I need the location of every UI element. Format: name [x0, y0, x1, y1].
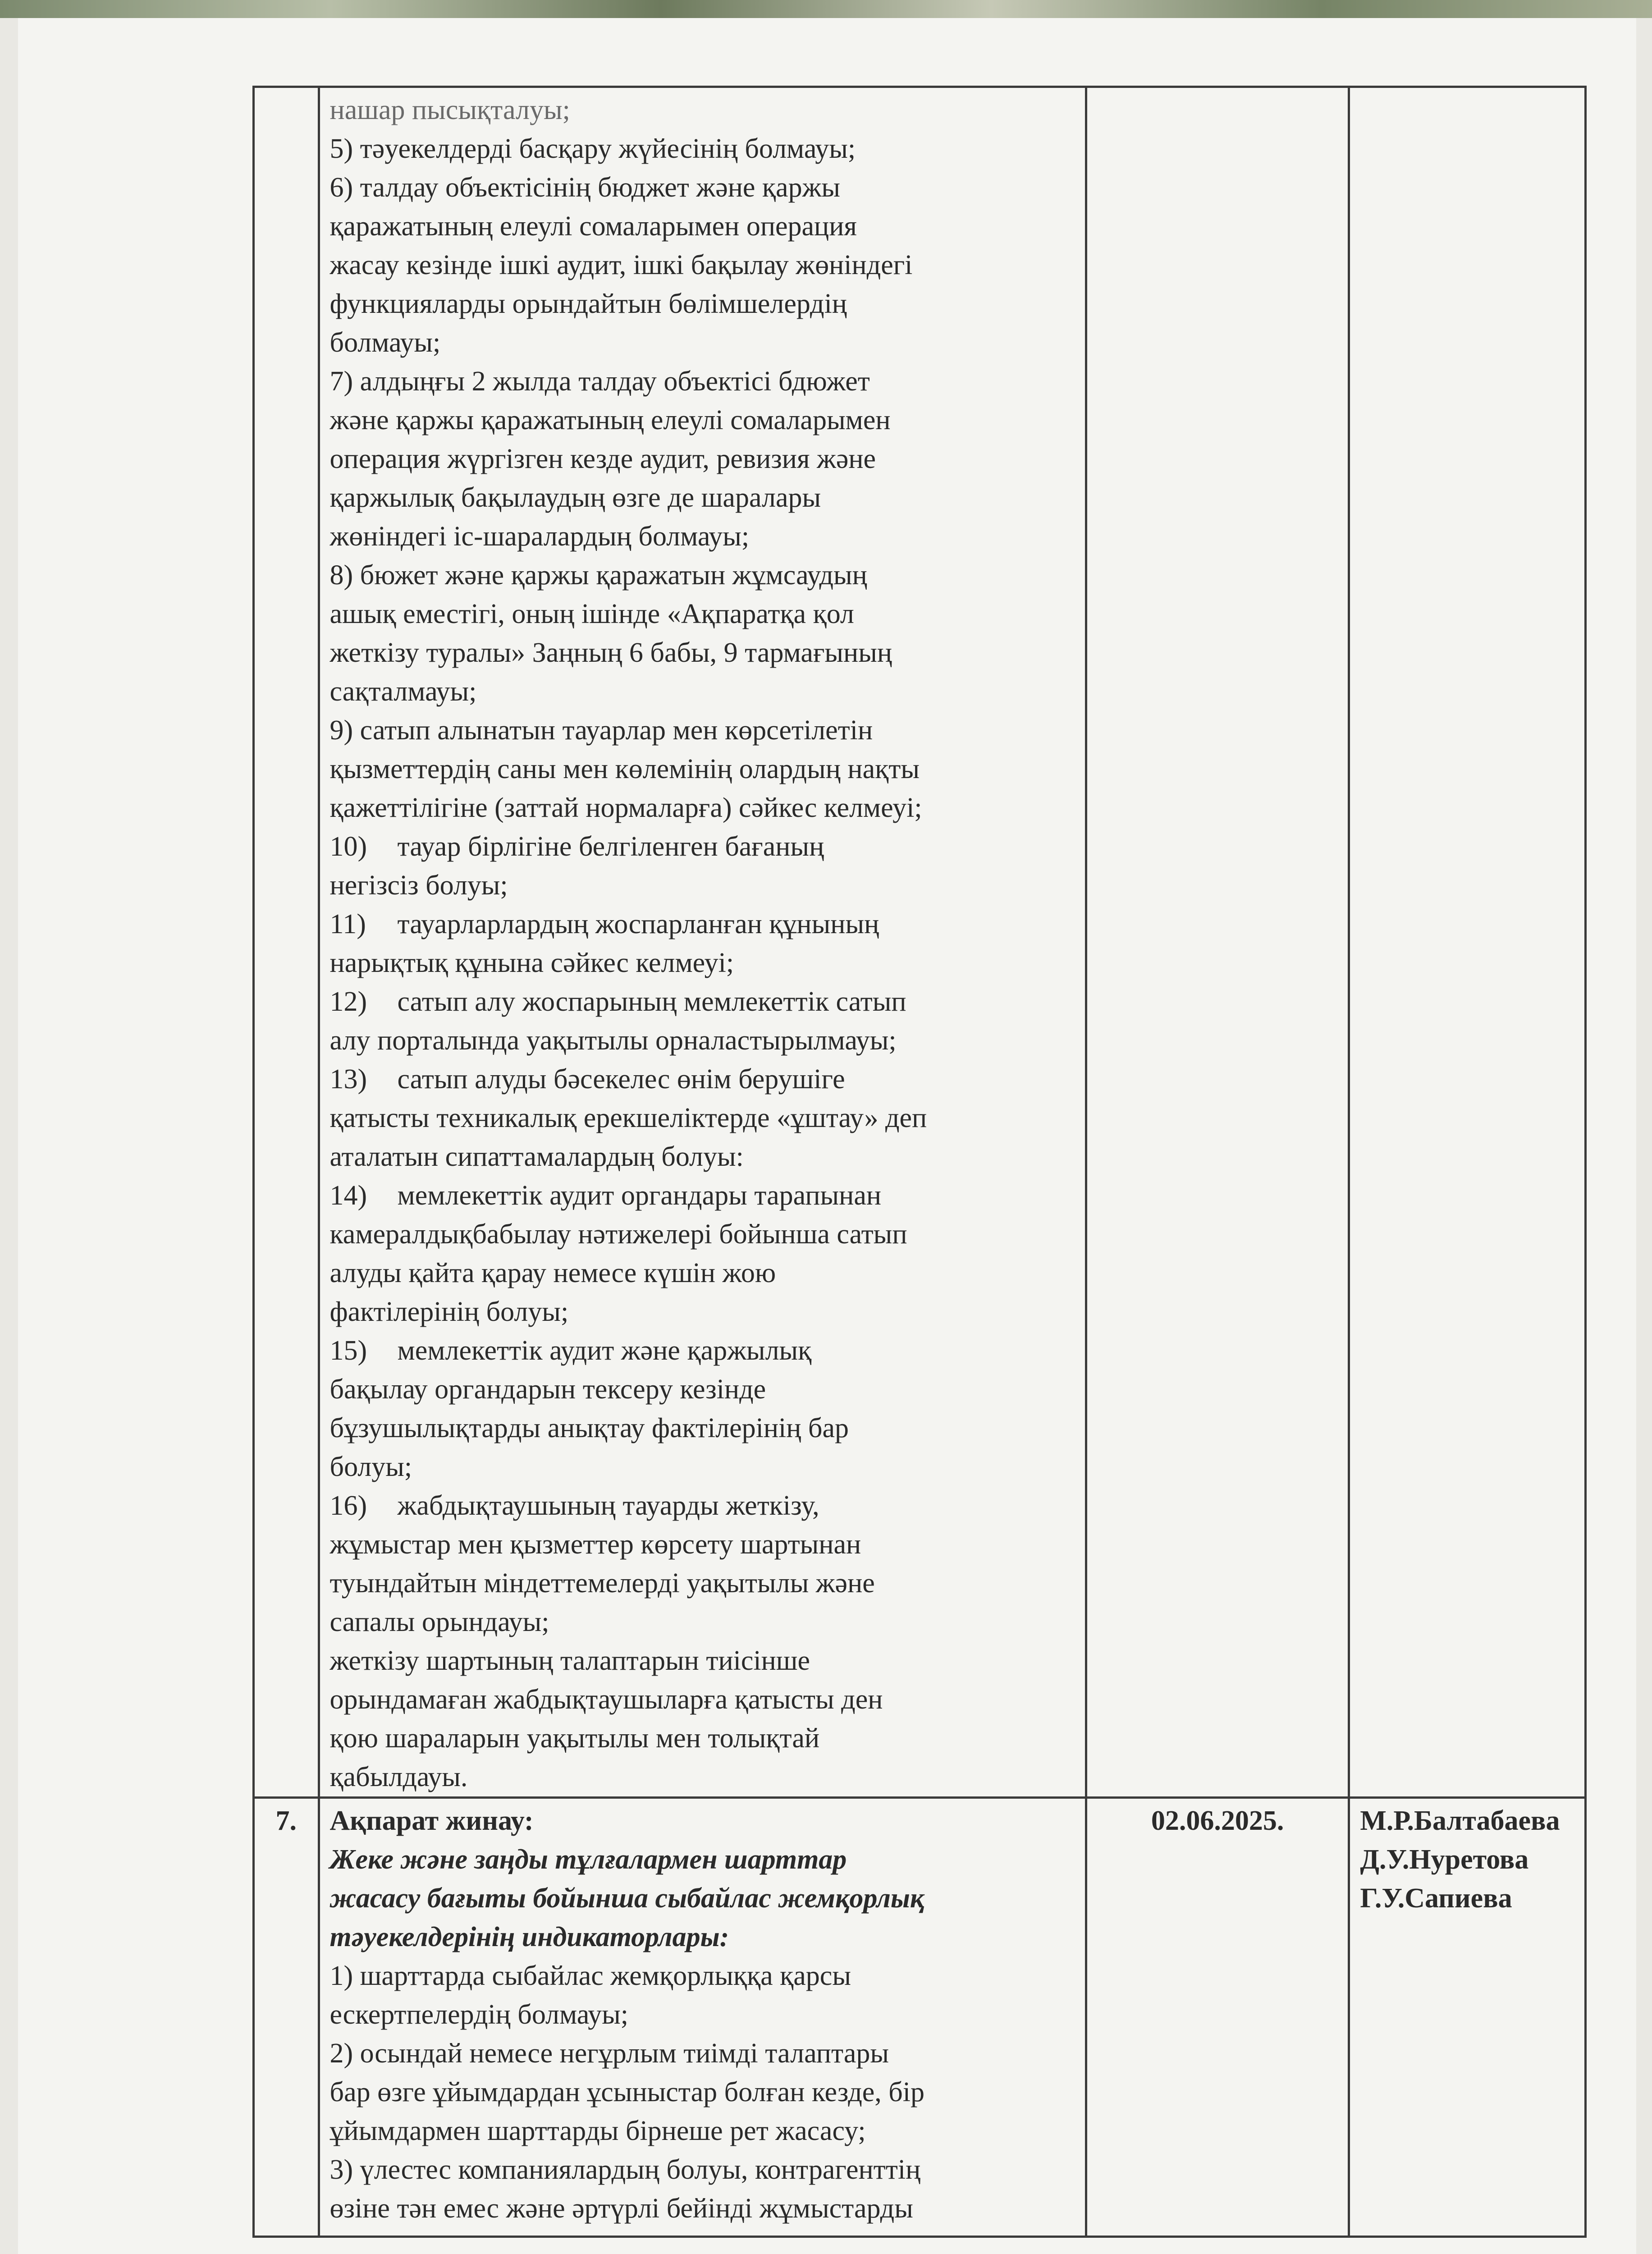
text-line: камералдықбабылау нәтижелері бойынша сатып — [329, 1219, 907, 1250]
responsible-cell — [1349, 87, 1586, 1798]
table-row — [254, 1798, 1586, 2237]
text-line: қатысты техникалық ерекшеліктерде «ұштау» деп — [329, 1103, 927, 1133]
item-text: мемлекеттік аудит және қаржылық — [397, 1335, 812, 1366]
text-line: 8) бюжет және қаржы қаражатын жұмсаудың — [329, 560, 867, 591]
document-page — [18, 18, 1636, 2254]
date-cell — [1086, 87, 1349, 1798]
item-text: тауарларлардың жоспарланған құнының — [397, 909, 879, 939]
item-number: 12) — [329, 986, 367, 1017]
text-line: орындамаған жабдықтаушыларға қатысты ден — [329, 1684, 883, 1715]
text-line: алу порталында уақытылы орналастырылмауы; — [329, 1025, 897, 1056]
item-number: 15) — [329, 1335, 367, 1366]
item-text: тауар бірлігіне белгіленген бағаның — [397, 831, 824, 862]
photo-background-top — [0, 0, 1652, 18]
text-line: бар өзге ұйымдардан ұсыныстар болған кезде, бір — [329, 2077, 925, 2107]
text-line: 6) талдау объектісінің бюджет және қаржы — [329, 172, 841, 203]
subheading-line: Жеке және заңды тұлғалармен шарттар — [329, 1844, 847, 1875]
text-line: 9) сатып алынатын тауарлар мен көрсетілетін — [329, 715, 873, 746]
text-line: жөніндегі іс-шаралардың болмауы; — [329, 521, 750, 552]
text-line: операция жүргізген кезде аудит, ревизия және — [329, 444, 876, 474]
text-line: қызметтердің саны мен көлемінің олардың нақты — [329, 754, 920, 784]
text-line: қою шараларын уақытылы мен толықтай — [329, 1723, 820, 1754]
subheading-line: жасасу бағыты бойынша сыбайлас жемқорлық — [329, 1883, 924, 1914]
text-line: функцияларды орындайтын бөлімшелердің — [329, 289, 847, 319]
item-number: 16) — [329, 1490, 367, 1521]
measure-text-cell — [319, 87, 1086, 1798]
text-line: бұзушылықтарды анықтау фактілерінің бар — [329, 1413, 849, 1443]
text-line — [330, 905, 1075, 944]
text-line: негізсіз болуы; — [329, 870, 508, 901]
item-text: сатып алуды бәсекелес өнім берушіге — [397, 1064, 845, 1095]
text-line: нарықтық құнына сәйкес келмеуі; — [329, 948, 734, 978]
text-line: ашық еместігі, оның ішінде «Ақпаратқа қол — [329, 599, 854, 629]
measure-text-cell — [319, 1798, 1086, 2237]
text-line: қабылдауы. — [329, 1762, 468, 1792]
text-line: жұмыстар мен қызметтер көрсету шартынан — [329, 1529, 861, 1560]
text-line — [330, 982, 1075, 1021]
text-line: алуды қайта қарау немесе күшін жою — [329, 1258, 776, 1288]
text-line: сапалы орындауы; — [329, 1607, 549, 1637]
text-line — [330, 1176, 1075, 1215]
table-row — [254, 87, 1586, 1798]
text-line — [330, 1486, 1075, 1525]
text-line: жасау кезінде ішкі аудит, ішкі бақылау жөніндегі — [329, 250, 913, 280]
item-text: жабдықтаушының тауарды жеткізу, — [397, 1490, 819, 1521]
text-line: 5) тәуекелдерді басқару жүйесінің болмауы; — [329, 133, 856, 164]
text-line: және қаржы қаражатының елеулі сомаларымен — [329, 405, 891, 435]
text-line: фактілерінің болуы; — [329, 1297, 569, 1327]
text-line: ескертпелердің болмауы; — [329, 1999, 629, 2030]
text-line: 7) алдыңғы 2 жылда талдау объектісі бдюжет — [329, 366, 870, 397]
responsible-person: Г.У.Сапиева — [1360, 1883, 1512, 1914]
text-line: қажеттілігіне (заттай нормаларға) сәйкес келмеуі; — [329, 793, 922, 823]
text-line: нашар пысықталуы; — [329, 95, 570, 125]
text-line: өзіне тән емес және әртүрлі бейінді жұмыстарды — [329, 2193, 913, 2224]
text-line: 2) осындай немесе негұрлым тиімді талаптары — [329, 2038, 889, 2069]
item-number: 13) — [329, 1064, 367, 1095]
subheading-line: тәуекелдерінің индикаторлары: — [329, 1922, 729, 1952]
text-line: бақылау органдарын тексеру кезінде — [329, 1374, 766, 1405]
text-line: 1) шарттарда сыбайлас жемқорлыққа қарсы — [329, 1961, 851, 1991]
text-line: аталатын сипаттамалардың болуы: — [329, 1141, 744, 1172]
text-line: сақталмауы; — [329, 676, 477, 707]
text-line: қаржылық бақылаудың өзге де шаралары — [329, 482, 821, 513]
text-line: жеткізу шартының талаптарын тиісінше — [329, 1645, 810, 1676]
responsible-person: Д.У.Нуретова — [1360, 1844, 1529, 1875]
plan-table — [252, 86, 1587, 2238]
text-line: болмауы; — [329, 327, 441, 358]
item-number: 14) — [329, 1180, 367, 1211]
text-line: ұйымдармен шарттарды бірнеше рет жасасу; — [329, 2116, 866, 2146]
text-line: жеткізу туралы» Заңның 6 бабы, 9 тармағының — [329, 637, 892, 668]
text-line — [330, 1331, 1075, 1370]
text-line: 3) үлестес компаниялардың болуы, контрагенттің — [329, 2154, 921, 2185]
section-heading: Ақпарат жинау: — [329, 1805, 534, 1836]
text-line — [330, 827, 1075, 866]
row-number-cell — [254, 87, 319, 1798]
item-text: мемлекеттік аудит органдары тарапынан — [397, 1180, 882, 1211]
item-number: 10) — [329, 831, 367, 862]
text-line: туындайтын міндеттемелерді уақытылы және — [329, 1568, 875, 1599]
responsible-cell — [1349, 1798, 1586, 2237]
row-number-cell: 7. — [254, 1798, 319, 2237]
text-line: болуы; — [329, 1452, 412, 1482]
responsible-person: М.Р.Балтабаева — [1360, 1805, 1560, 1836]
item-text: сатып алу жоспарының мемлекеттік сатып — [397, 986, 906, 1017]
text-line — [330, 1060, 1075, 1099]
date-value: 02.06.2025. — [1151, 1805, 1284, 1836]
text-line: қаражатының елеулі сомаларымен операция — [329, 211, 857, 242]
item-number: 11) — [329, 909, 366, 939]
date-cell — [1086, 1798, 1349, 2237]
